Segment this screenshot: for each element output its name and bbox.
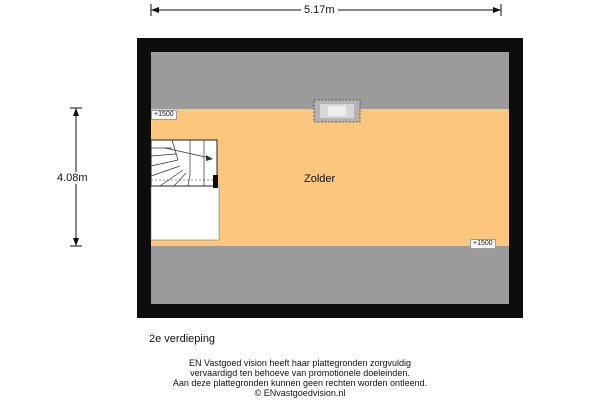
- low-ceiling-zone-bottom: [151, 246, 509, 304]
- staircase-icon: [151, 140, 218, 188]
- width-dimension: 5.17m: [301, 4, 338, 16]
- disclaimer-line: Aan deze plattegronden kunnen geen rechten worden ontleend.: [172, 378, 428, 388]
- disclaimer-line: vervaardigd ten behoeve van promotionele doeleinden.: [190, 368, 410, 378]
- room-label-zolder: Zolder: [304, 173, 336, 185]
- skylight-icon: [314, 100, 360, 122]
- copyright-line: © ENvastgoedvision.nl: [254, 388, 346, 398]
- stair-landing: [151, 186, 219, 240]
- elevation-tag: +1500: [470, 239, 496, 249]
- height-dimension: 4.08m: [54, 172, 91, 184]
- disclaimer-line: EN Vastgoed vision heeft haar plattegronden zorgvuldig: [189, 358, 411, 368]
- disclaimer: [150, 358, 450, 398]
- elevation-tag: +1500: [151, 110, 177, 120]
- floor-title: 2e verdieping: [149, 333, 216, 345]
